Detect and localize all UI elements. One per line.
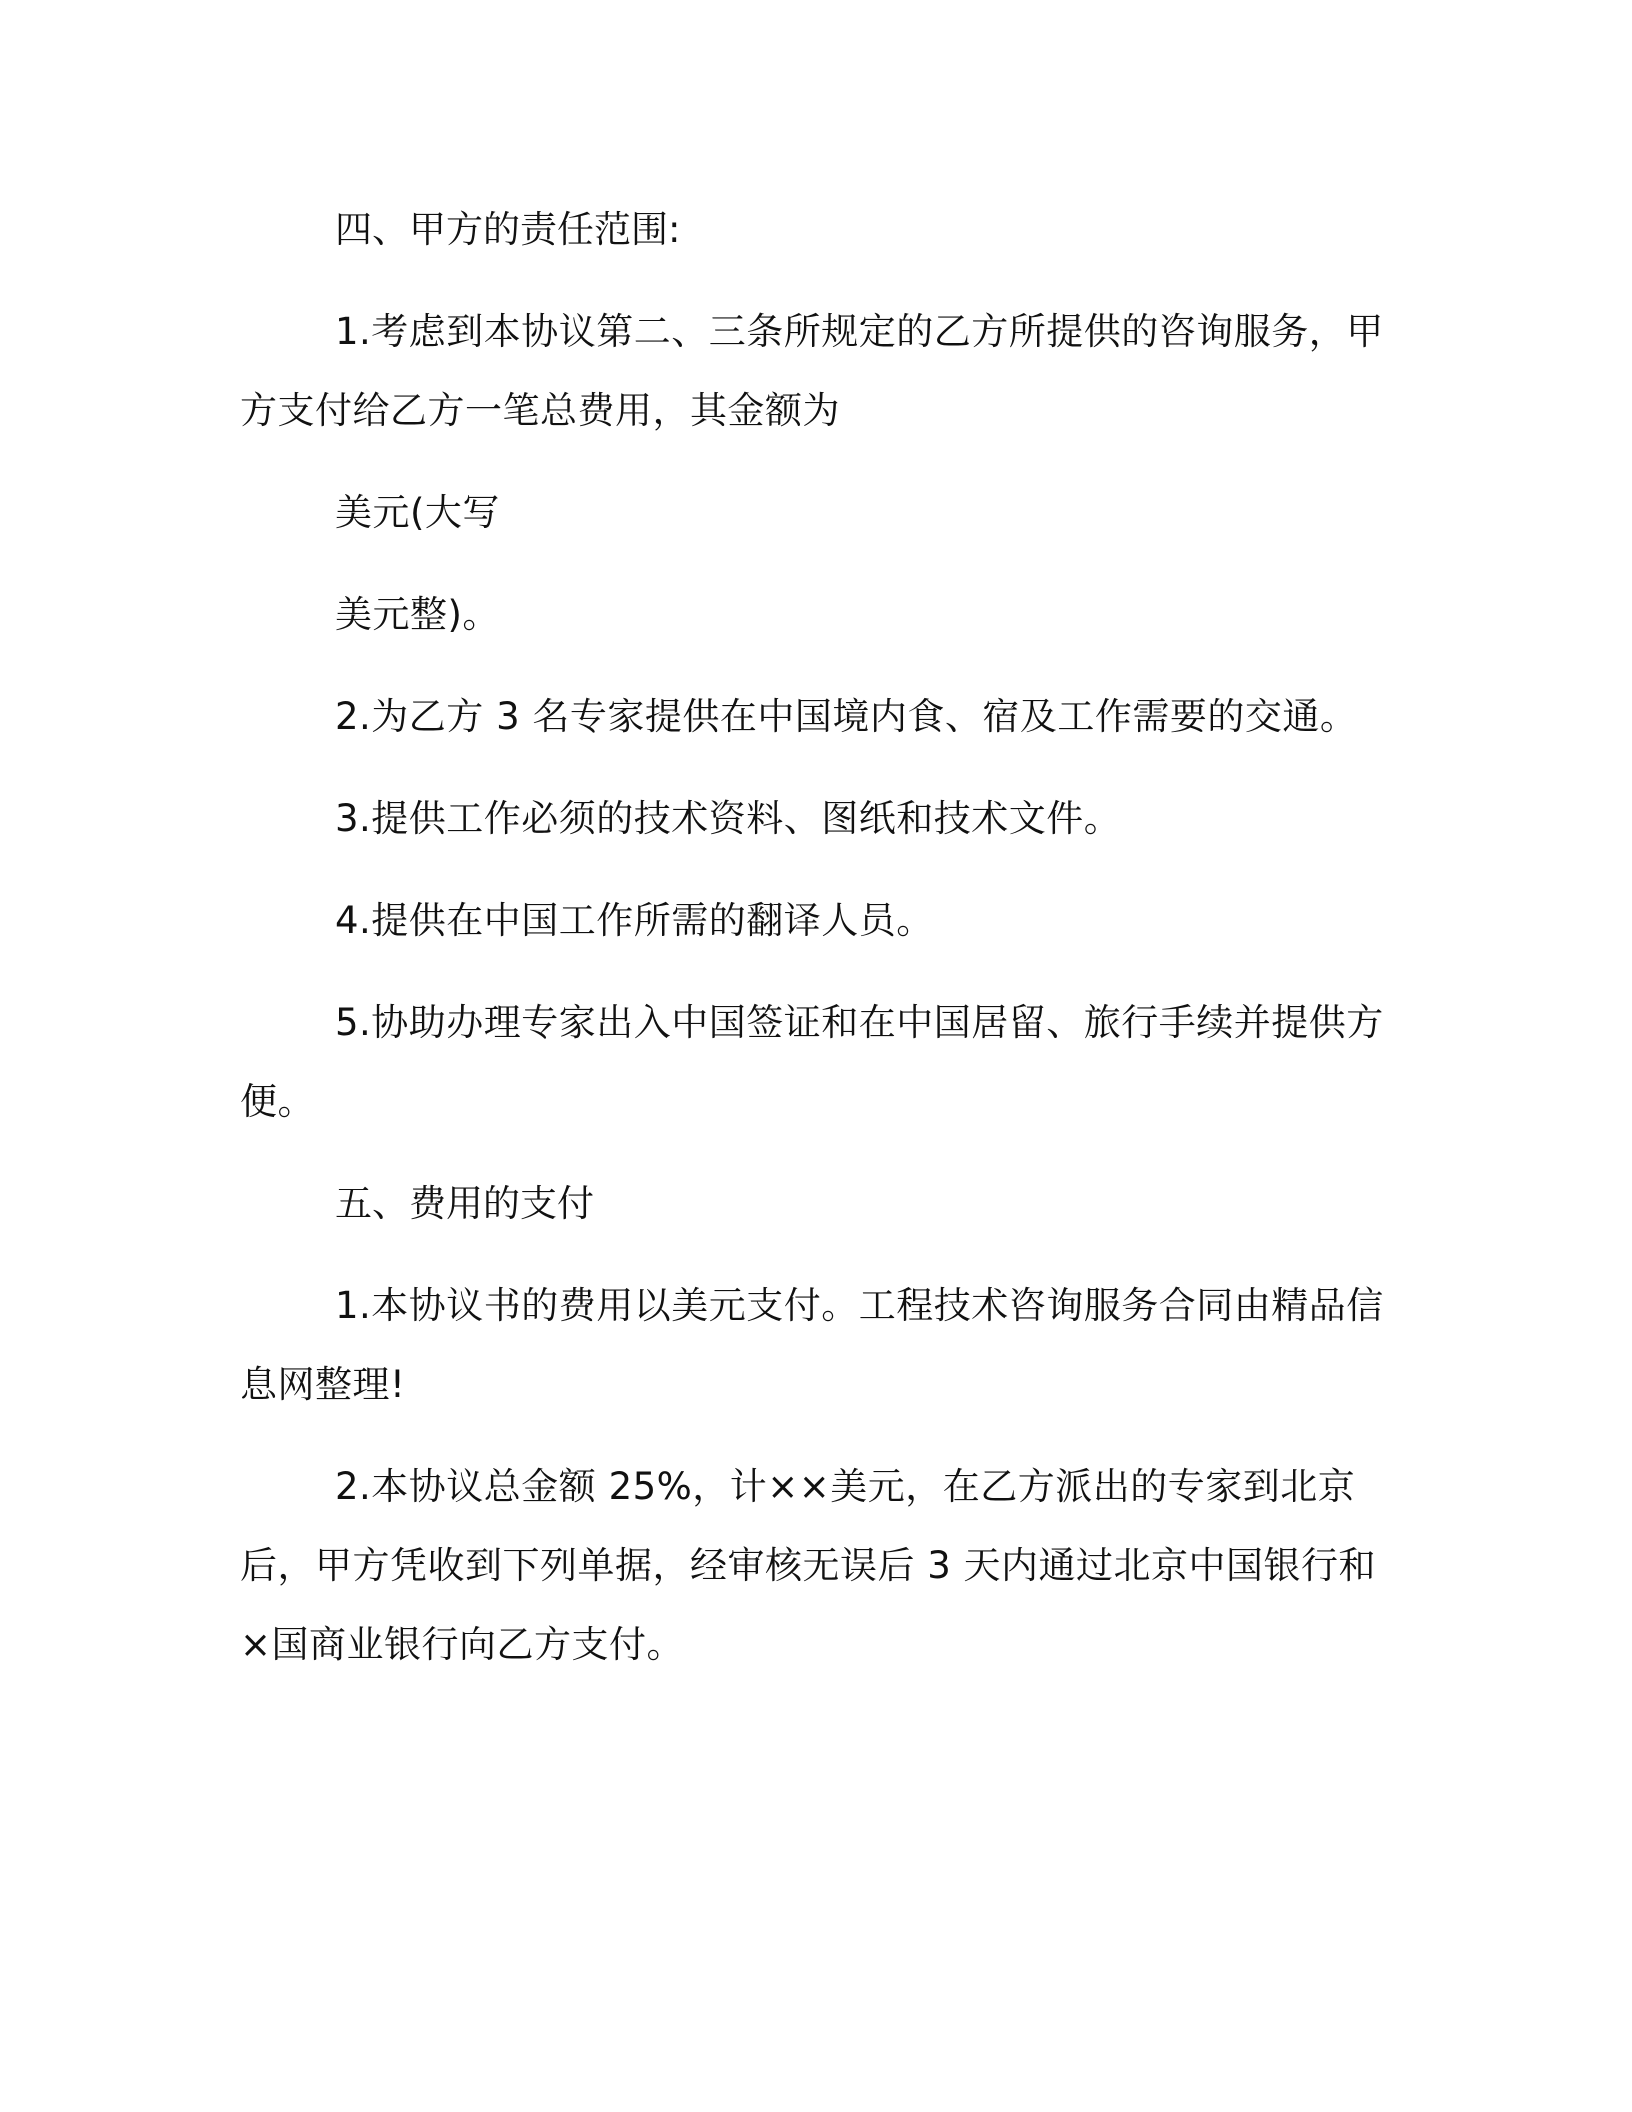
- section-heading-5: 五、费用的支付: [335, 1182, 594, 1225]
- paragraph-4-2: 2.为乙方 3 名专家提供在中国境内食、宿及工作需要的交通。: [335, 695, 1358, 738]
- paragraph-4-1: 1.考虑到本协议第二、三条所规定的乙方所提供的咨询服务，甲方支付给乙方一笔总费用，其金额为: [240, 310, 1384, 432]
- paragraph-4-1-amount: 美元(大写: [335, 491, 500, 534]
- paragraph-5-2: 2.本协议总金额 25%，计××美元，在乙方派出的专家到北京后，甲方凭收到下列单据，经审核无误后 3 天内通过北京中国银行和×国商业银行向乙方支付。: [240, 1465, 1377, 1666]
- paragraph-4-5: 5.协助办理专家出入中国签证和在中国居留、旅行手续并提供方便。: [240, 1001, 1384, 1123]
- paragraph-4-1-amount-words: 美元整)。: [335, 593, 500, 636]
- paragraph-4-4: 4.提供在中国工作所需的翻译人员。: [335, 899, 934, 942]
- section-heading-4: 四、甲方的责任范围:: [335, 208, 681, 251]
- paragraph-5-1: 1.本协议书的费用以美元支付。工程技术咨询服务合同由精品信息网整理!: [240, 1284, 1384, 1406]
- paragraph-4-3: 3.提供工作必须的技术资料、图纸和技术文件。: [335, 797, 1122, 840]
- document-body: [240, 190, 1400, 1707]
